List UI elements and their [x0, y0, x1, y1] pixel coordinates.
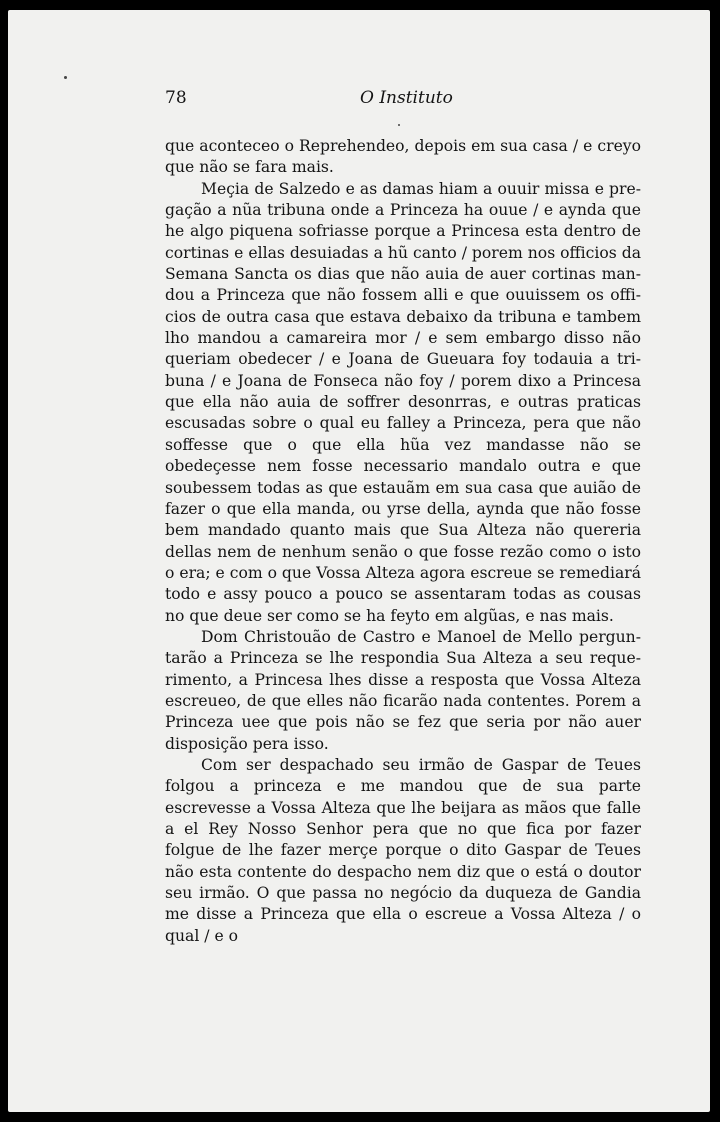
ink-speck — [398, 124, 400, 126]
paragraph: que aconteceo o Reprehendeo, depois em sua casa / e creyo que não se fara mais. — [165, 137, 641, 177]
page-header — [155, 80, 640, 120]
running-title: O Instituto — [360, 88, 453, 108]
paragraph: Dom Christouão de Castro e Manoel de Mello perguntarão a Princeza se lhe respondia Sua Alteza a seu requerimento, a Princesa lhes disse a resposta que Vossa Alteza escreueo, de que elles não ficarão nada contentes. Porem a Princeza uee que pois não se fez que seria por não auer disposição pera isso. — [165, 627, 641, 753]
ink-speck — [64, 76, 67, 79]
paragraph: Com ser despachado seu irmão de Gaspar de Teues folgou a princeza e me mandou que de sua parte escrevesse a Vossa Alteza que lhe beijara as mãos que falle a el Rey Nosso Senhor pera que no que fica por fazer folgue de lhe fazer merçe porque o dito Gaspar de Teues não esta contente do despacho nem diz que o está o doutor seu irmão. O que passa no negócio da duqueza de Gandia me disse a Princeza que ella o escreue a Vossa Alteza / o qual / e o — [165, 755, 641, 945]
page-number: 78 — [165, 88, 187, 108]
body-text — [165, 136, 641, 947]
paragraph: Meçia de Salzedo e as damas hiam a ouuir missa e pregação a nũa tribuna onde a Princeza ha ouue / e aynda que he algo piquena sofriasse porque a Princesa esta dentro de cortinas e ellas desuiadas a hũ canto / porem nos officios da Semana Sancta os dias que não auia de auer cortinas mandou a Princeza que não fossem alli e que ouuissem os officios de outra casa que estava debaixo da tribuna e tambem lho mandou a camareira mor / e sem embargo disso não queriam obedecer / e Joana de Gueuara foy todauia a tribuna / e Joana de Fonseca não foy / porem dixo a Princesa que ella não auia de soffrer desonrras, e outras praticas escusadas sobre o qual eu falley a Princeza, pera que não soffesse que o que ella hũa vez mandasse não se obedeçesse nem fosse necessario mandalo outra e que soubessem todas as que estauãm em sua casa que auião de fazer o que ella manda, ou yrse della, aynda que não fosse bem mandado quanto mais que Sua Alteza não quereria dellas nem de nenhum senão o que fosse rezão como o isto o era; e com o que Vossa Alteza agora escreue se remediará todo e assy pouco a pouco se assentaram todas as cousas no que deue ser como se ha feyto em algũas, e nas mais. — [165, 179, 641, 625]
